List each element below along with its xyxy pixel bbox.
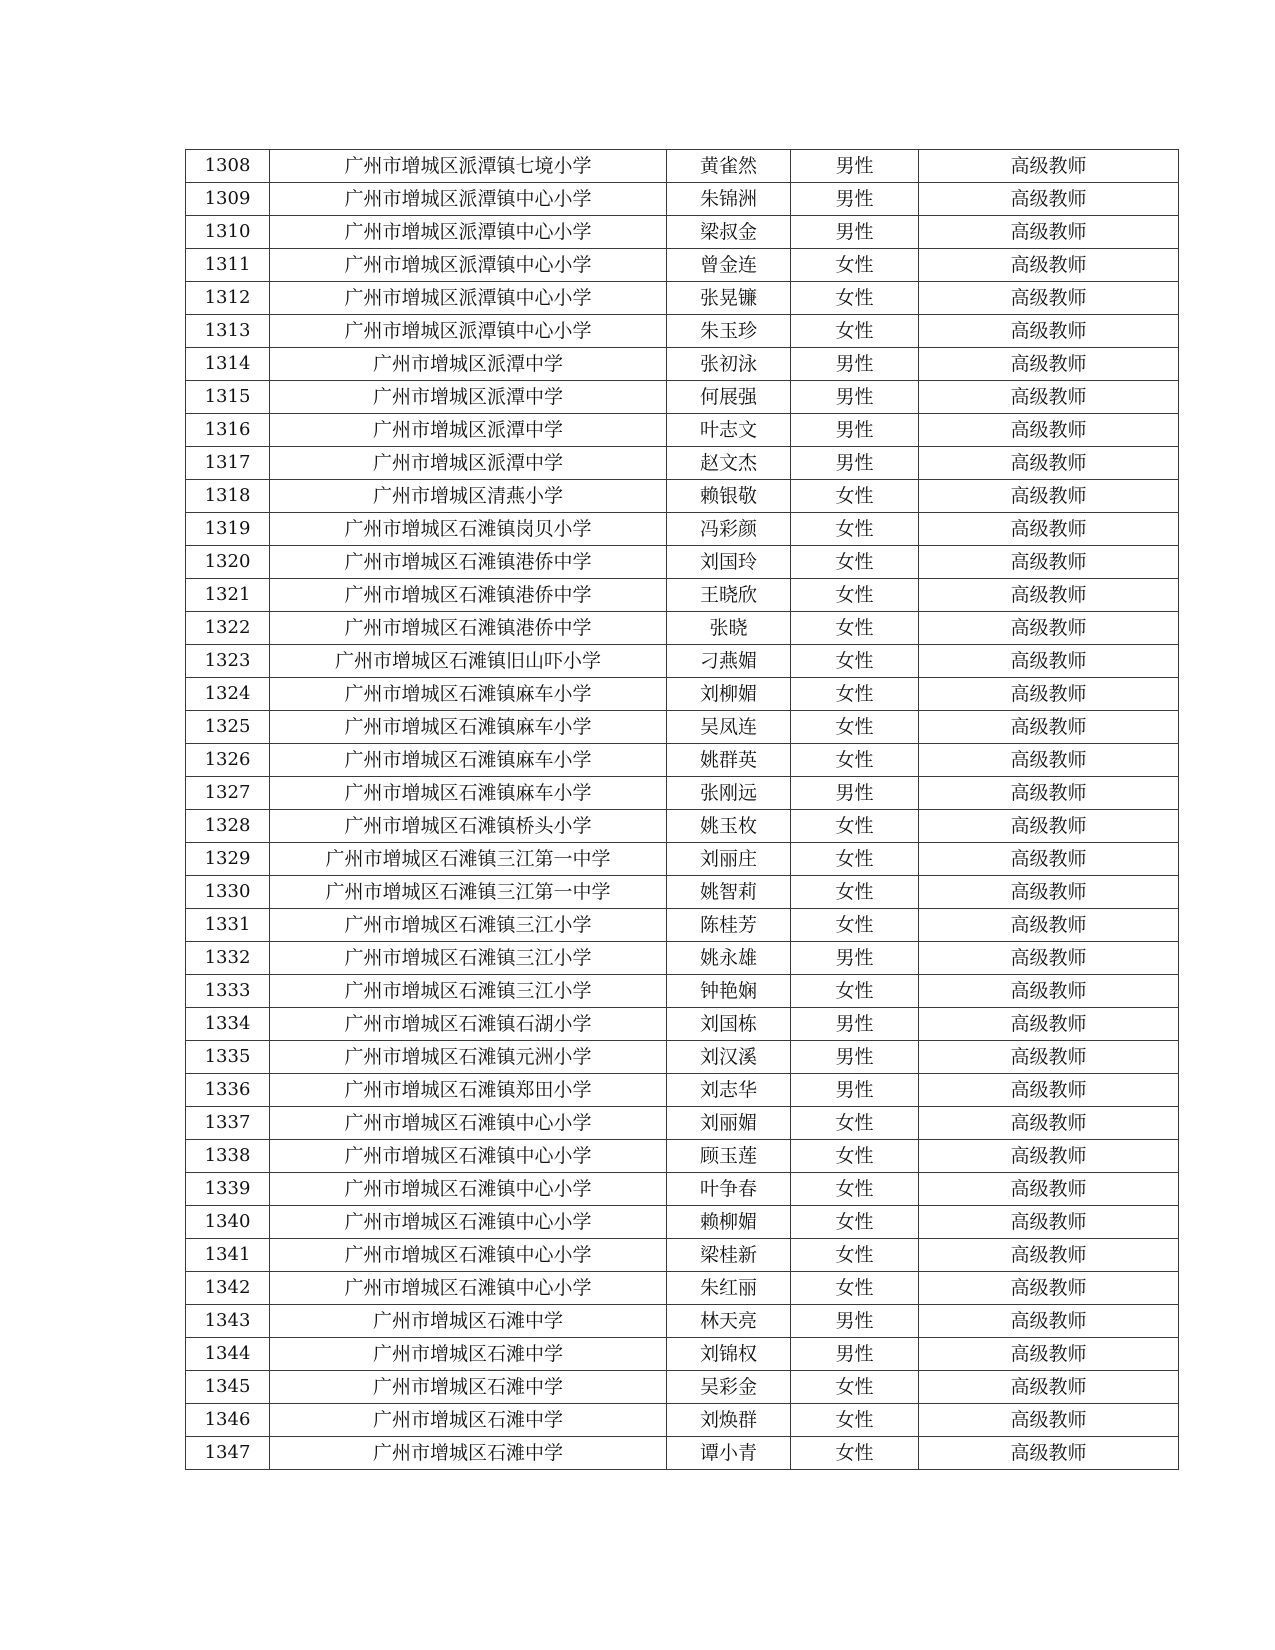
teacher-name-cell: 叶志文 — [667, 414, 791, 447]
row-number-cell: 1346 — [186, 1404, 270, 1437]
table-row — [186, 1041, 1179, 1074]
teacher-name-cell: 刘国栋 — [667, 1008, 791, 1041]
table-row — [186, 645, 1179, 678]
teacher-name-cell: 黄雀然 — [667, 150, 791, 183]
teacher-name-cell: 叶争春 — [667, 1173, 791, 1206]
title-cell: 高级教师 — [919, 480, 1179, 513]
row-number-cell: 1315 — [186, 381, 270, 414]
row-number-cell: 1327 — [186, 777, 270, 810]
title-cell: 高级教师 — [919, 1437, 1179, 1470]
title-cell: 高级教师 — [919, 777, 1179, 810]
gender-cell: 男性 — [791, 216, 919, 249]
gender-cell: 女性 — [791, 678, 919, 711]
row-number-cell: 1326 — [186, 744, 270, 777]
row-number-cell: 1333 — [186, 975, 270, 1008]
row-number-cell: 1337 — [186, 1107, 270, 1140]
teacher-name-cell: 姚群英 — [667, 744, 791, 777]
row-number-cell: 1322 — [186, 612, 270, 645]
row-number-cell: 1308 — [186, 150, 270, 183]
table-row — [186, 1074, 1179, 1107]
row-number-cell: 1340 — [186, 1206, 270, 1239]
row-number-cell: 1330 — [186, 876, 270, 909]
school-cell: 广州市增城区石滩镇石湖小学 — [270, 1008, 667, 1041]
table-row — [186, 843, 1179, 876]
school-cell: 广州市增城区派潭中学 — [270, 414, 667, 447]
gender-cell: 女性 — [791, 249, 919, 282]
row-number-cell: 1309 — [186, 183, 270, 216]
school-cell: 广州市增城区派潭中学 — [270, 381, 667, 414]
gender-cell: 女性 — [791, 810, 919, 843]
table-row — [186, 909, 1179, 942]
table-row — [186, 678, 1179, 711]
gender-cell: 女性 — [791, 975, 919, 1008]
row-number-cell: 1343 — [186, 1305, 270, 1338]
table-row — [186, 1206, 1179, 1239]
school-cell: 广州市增城区石滩镇麻车小学 — [270, 777, 667, 810]
title-cell: 高级教师 — [919, 1140, 1179, 1173]
gender-cell: 男性 — [791, 150, 919, 183]
title-cell: 高级教师 — [919, 843, 1179, 876]
table-row — [186, 711, 1179, 744]
table-row — [186, 1239, 1179, 1272]
school-cell: 广州市增城区石滩镇三江小学 — [270, 942, 667, 975]
teacher-name-cell: 何展强 — [667, 381, 791, 414]
table-row — [186, 1140, 1179, 1173]
row-number-cell: 1321 — [186, 579, 270, 612]
school-cell: 广州市增城区清燕小学 — [270, 480, 667, 513]
title-cell: 高级教师 — [919, 348, 1179, 381]
row-number-cell: 1314 — [186, 348, 270, 381]
row-number-cell: 1319 — [186, 513, 270, 546]
title-cell: 高级教师 — [919, 513, 1179, 546]
title-cell: 高级教师 — [919, 876, 1179, 909]
teacher-name-cell: 张刚远 — [667, 777, 791, 810]
gender-cell: 男性 — [791, 414, 919, 447]
table-row — [186, 183, 1179, 216]
row-number-cell: 1313 — [186, 315, 270, 348]
title-cell: 高级教师 — [919, 711, 1179, 744]
title-cell: 高级教师 — [919, 1041, 1179, 1074]
gender-cell: 女性 — [791, 612, 919, 645]
teacher-name-cell: 刘丽庄 — [667, 843, 791, 876]
title-cell: 高级教师 — [919, 1404, 1179, 1437]
table-row — [186, 414, 1179, 447]
teacher-roster-table — [185, 149, 1179, 1470]
table-row — [186, 249, 1179, 282]
title-cell: 高级教师 — [919, 546, 1179, 579]
teacher-name-cell: 钟艳娴 — [667, 975, 791, 1008]
gender-cell: 女性 — [791, 315, 919, 348]
title-cell: 高级教师 — [919, 678, 1179, 711]
title-cell: 高级教师 — [919, 1305, 1179, 1338]
title-cell: 高级教师 — [919, 1338, 1179, 1371]
gender-cell: 男性 — [791, 1041, 919, 1074]
table-row — [186, 1272, 1179, 1305]
gender-cell: 男性 — [791, 777, 919, 810]
teacher-name-cell: 刘丽媚 — [667, 1107, 791, 1140]
gender-cell: 女性 — [791, 843, 919, 876]
school-cell: 广州市增城区石滩镇港侨中学 — [270, 579, 667, 612]
title-cell: 高级教师 — [919, 1272, 1179, 1305]
row-number-cell: 1334 — [186, 1008, 270, 1041]
title-cell: 高级教师 — [919, 942, 1179, 975]
title-cell: 高级教师 — [919, 414, 1179, 447]
gender-cell: 男性 — [791, 942, 919, 975]
gender-cell: 女性 — [791, 282, 919, 315]
school-cell: 广州市增城区石滩镇麻车小学 — [270, 711, 667, 744]
gender-cell: 女性 — [791, 1107, 919, 1140]
teacher-name-cell: 顾玉莲 — [667, 1140, 791, 1173]
title-cell: 高级教师 — [919, 810, 1179, 843]
teacher-name-cell: 刘焕群 — [667, 1404, 791, 1437]
table-row — [186, 1338, 1179, 1371]
title-cell: 高级教师 — [919, 1206, 1179, 1239]
row-number-cell: 1332 — [186, 942, 270, 975]
gender-cell: 男性 — [791, 348, 919, 381]
table-row — [186, 1008, 1179, 1041]
gender-cell: 女性 — [791, 645, 919, 678]
table-row — [186, 348, 1179, 381]
row-number-cell: 1342 — [186, 1272, 270, 1305]
school-cell: 广州市增城区石滩镇中心小学 — [270, 1107, 667, 1140]
row-number-cell: 1312 — [186, 282, 270, 315]
row-number-cell: 1341 — [186, 1239, 270, 1272]
row-number-cell: 1323 — [186, 645, 270, 678]
teacher-name-cell: 姚玉枚 — [667, 810, 791, 843]
gender-cell: 女性 — [791, 1272, 919, 1305]
teacher-name-cell: 朱锦洲 — [667, 183, 791, 216]
school-cell: 广州市增城区派潭镇中心小学 — [270, 249, 667, 282]
table-row — [186, 546, 1179, 579]
roster-table-body — [186, 150, 1179, 1470]
title-cell: 高级教师 — [919, 381, 1179, 414]
table-row — [186, 480, 1179, 513]
gender-cell: 女性 — [791, 1437, 919, 1470]
school-cell: 广州市增城区派潭镇中心小学 — [270, 315, 667, 348]
row-number-cell: 1311 — [186, 249, 270, 282]
row-number-cell: 1325 — [186, 711, 270, 744]
title-cell: 高级教师 — [919, 579, 1179, 612]
title-cell: 高级教师 — [919, 1239, 1179, 1272]
row-number-cell: 1328 — [186, 810, 270, 843]
title-cell: 高级教师 — [919, 909, 1179, 942]
row-number-cell: 1347 — [186, 1437, 270, 1470]
table-row — [186, 876, 1179, 909]
teacher-name-cell: 林天亮 — [667, 1305, 791, 1338]
gender-cell: 女性 — [791, 1371, 919, 1404]
table-row — [186, 282, 1179, 315]
table-row — [186, 315, 1179, 348]
row-number-cell: 1345 — [186, 1371, 270, 1404]
teacher-name-cell: 王晓欣 — [667, 579, 791, 612]
school-cell: 广州市增城区石滩镇岗贝小学 — [270, 513, 667, 546]
gender-cell: 女性 — [791, 513, 919, 546]
gender-cell: 男性 — [791, 183, 919, 216]
title-cell: 高级教师 — [919, 183, 1179, 216]
teacher-name-cell: 谭小青 — [667, 1437, 791, 1470]
title-cell: 高级教师 — [919, 1371, 1179, 1404]
teacher-name-cell: 刘汉溪 — [667, 1041, 791, 1074]
gender-cell: 女性 — [791, 579, 919, 612]
teacher-name-cell: 张初泳 — [667, 348, 791, 381]
row-number-cell: 1310 — [186, 216, 270, 249]
row-number-cell: 1335 — [186, 1041, 270, 1074]
table-row — [186, 1371, 1179, 1404]
table-row — [186, 777, 1179, 810]
school-cell: 广州市增城区石滩镇旧山吓小学 — [270, 645, 667, 678]
table-row — [186, 612, 1179, 645]
school-cell: 广州市增城区派潭镇七境小学 — [270, 150, 667, 183]
table-row — [186, 216, 1179, 249]
gender-cell: 男性 — [791, 1074, 919, 1107]
school-cell: 广州市增城区派潭镇中心小学 — [270, 216, 667, 249]
gender-cell: 女性 — [791, 744, 919, 777]
table-row — [186, 513, 1179, 546]
teacher-name-cell: 梁桂新 — [667, 1239, 791, 1272]
school-cell: 广州市增城区派潭中学 — [270, 348, 667, 381]
school-cell: 广州市增城区石滩镇麻车小学 — [270, 678, 667, 711]
teacher-name-cell: 刘柳媚 — [667, 678, 791, 711]
teacher-name-cell: 刁燕媚 — [667, 645, 791, 678]
row-number-cell: 1344 — [186, 1338, 270, 1371]
teacher-name-cell: 冯彩颜 — [667, 513, 791, 546]
school-cell: 广州市增城区石滩中学 — [270, 1437, 667, 1470]
row-number-cell: 1318 — [186, 480, 270, 513]
table-row — [186, 447, 1179, 480]
row-number-cell: 1317 — [186, 447, 270, 480]
school-cell: 广州市增城区石滩镇三江小学 — [270, 975, 667, 1008]
teacher-name-cell: 赖银敬 — [667, 480, 791, 513]
table-row — [186, 381, 1179, 414]
title-cell: 高级教师 — [919, 282, 1179, 315]
gender-cell: 女性 — [791, 1239, 919, 1272]
school-cell: 广州市增城区石滩镇中心小学 — [270, 1272, 667, 1305]
gender-cell: 女性 — [791, 1206, 919, 1239]
table-row — [186, 150, 1179, 183]
school-cell: 广州市增城区石滩镇元洲小学 — [270, 1041, 667, 1074]
teacher-name-cell: 赵文杰 — [667, 447, 791, 480]
school-cell: 广州市增城区石滩镇中心小学 — [270, 1239, 667, 1272]
teacher-name-cell: 陈桂芳 — [667, 909, 791, 942]
gender-cell: 女性 — [791, 1173, 919, 1206]
gender-cell: 女性 — [791, 546, 919, 579]
table-row — [186, 975, 1179, 1008]
row-number-cell: 1338 — [186, 1140, 270, 1173]
school-cell: 广州市增城区石滩镇中心小学 — [270, 1206, 667, 1239]
row-number-cell: 1316 — [186, 414, 270, 447]
row-number-cell: 1324 — [186, 678, 270, 711]
row-number-cell: 1339 — [186, 1173, 270, 1206]
school-cell: 广州市增城区石滩镇中心小学 — [270, 1140, 667, 1173]
title-cell: 高级教师 — [919, 645, 1179, 678]
gender-cell: 男性 — [791, 381, 919, 414]
title-cell: 高级教师 — [919, 150, 1179, 183]
school-cell: 广州市增城区石滩镇中心小学 — [270, 1173, 667, 1206]
teacher-name-cell: 刘锦权 — [667, 1338, 791, 1371]
teacher-name-cell: 赖柳媚 — [667, 1206, 791, 1239]
school-cell: 广州市增城区石滩中学 — [270, 1305, 667, 1338]
teacher-name-cell: 张晓 — [667, 612, 791, 645]
school-cell: 广州市增城区石滩中学 — [270, 1338, 667, 1371]
teacher-name-cell: 吴彩金 — [667, 1371, 791, 1404]
table-row — [186, 1305, 1179, 1338]
teacher-name-cell: 朱玉珍 — [667, 315, 791, 348]
teacher-name-cell: 梁叔金 — [667, 216, 791, 249]
title-cell: 高级教师 — [919, 612, 1179, 645]
title-cell: 高级教师 — [919, 216, 1179, 249]
table-row — [186, 579, 1179, 612]
teacher-name-cell: 朱红丽 — [667, 1272, 791, 1305]
school-cell: 广州市增城区石滩镇三江第一中学 — [270, 876, 667, 909]
school-cell: 广州市增城区石滩镇三江小学 — [270, 909, 667, 942]
school-cell: 广州市增城区派潭中学 — [270, 447, 667, 480]
school-cell: 广州市增城区派潭镇中心小学 — [270, 183, 667, 216]
gender-cell: 女性 — [791, 711, 919, 744]
title-cell: 高级教师 — [919, 975, 1179, 1008]
teacher-name-cell: 曾金连 — [667, 249, 791, 282]
gender-cell: 女性 — [791, 876, 919, 909]
gender-cell: 女性 — [791, 909, 919, 942]
row-number-cell: 1329 — [186, 843, 270, 876]
gender-cell: 女性 — [791, 1404, 919, 1437]
table-row — [186, 1437, 1179, 1470]
teacher-name-cell: 吴凤连 — [667, 711, 791, 744]
title-cell: 高级教师 — [919, 315, 1179, 348]
title-cell: 高级教师 — [919, 1074, 1179, 1107]
table-row — [186, 810, 1179, 843]
school-cell: 广州市增城区石滩镇麻车小学 — [270, 744, 667, 777]
table-row — [186, 942, 1179, 975]
title-cell: 高级教师 — [919, 744, 1179, 777]
table-row — [186, 1404, 1179, 1437]
title-cell: 高级教师 — [919, 447, 1179, 480]
gender-cell: 男性 — [791, 447, 919, 480]
gender-cell: 男性 — [791, 1338, 919, 1371]
row-number-cell: 1320 — [186, 546, 270, 579]
title-cell: 高级教师 — [919, 1107, 1179, 1140]
school-cell: 广州市增城区石滩中学 — [270, 1371, 667, 1404]
row-number-cell: 1331 — [186, 909, 270, 942]
school-cell: 广州市增城区石滩镇桥头小学 — [270, 810, 667, 843]
school-cell: 广州市增城区石滩镇港侨中学 — [270, 612, 667, 645]
school-cell: 广州市增城区石滩镇郑田小学 — [270, 1074, 667, 1107]
school-cell: 广州市增城区石滩镇三江第一中学 — [270, 843, 667, 876]
title-cell: 高级教师 — [919, 249, 1179, 282]
school-cell: 广州市增城区石滩镇港侨中学 — [270, 546, 667, 579]
teacher-name-cell: 姚智莉 — [667, 876, 791, 909]
gender-cell: 男性 — [791, 1008, 919, 1041]
title-cell: 高级教师 — [919, 1008, 1179, 1041]
gender-cell: 男性 — [791, 1305, 919, 1338]
table-row — [186, 744, 1179, 777]
gender-cell: 女性 — [791, 1140, 919, 1173]
school-cell: 广州市增城区派潭镇中心小学 — [270, 282, 667, 315]
gender-cell: 女性 — [791, 480, 919, 513]
table-row — [186, 1107, 1179, 1140]
teacher-name-cell: 刘国玲 — [667, 546, 791, 579]
title-cell: 高级教师 — [919, 1173, 1179, 1206]
teacher-name-cell: 张晃镰 — [667, 282, 791, 315]
teacher-name-cell: 刘志华 — [667, 1074, 791, 1107]
teacher-name-cell: 姚永雄 — [667, 942, 791, 975]
row-number-cell: 1336 — [186, 1074, 270, 1107]
table-row — [186, 1173, 1179, 1206]
school-cell: 广州市增城区石滩中学 — [270, 1404, 667, 1437]
